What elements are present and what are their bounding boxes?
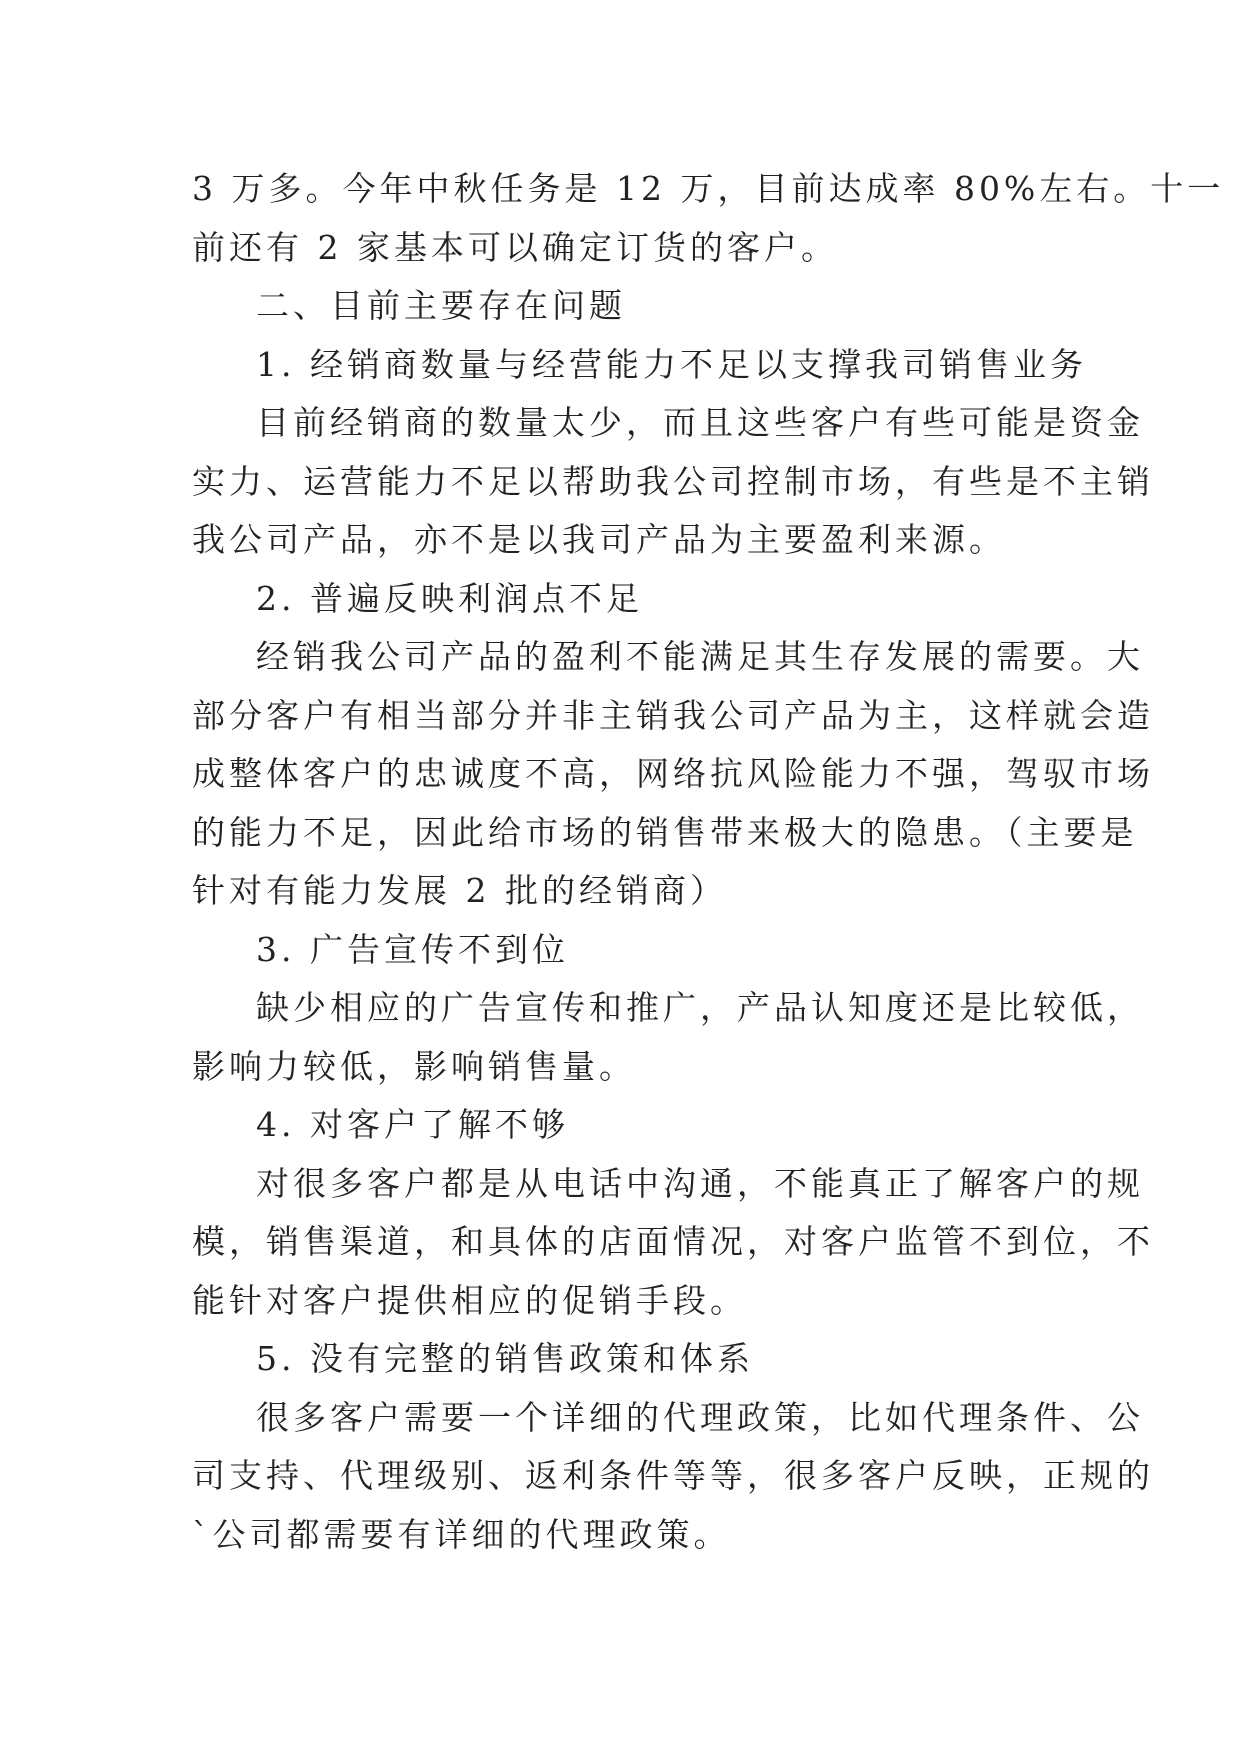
text-line: 针对有能力发展 2 批的经销商） xyxy=(192,871,727,910)
text-line: 很多客户需要一个详细的代理政策，比如代理条件、公 xyxy=(256,1397,1144,1437)
text-line: 的能力不足，因此给市场的销售带来极大的隐患。（主要是 xyxy=(192,812,1138,852)
text-line: 目前经销商的数量太少，而且这些客户有些可能是资金 xyxy=(256,403,1144,442)
subsection-heading: 3. 广告宣传不到位 xyxy=(256,929,569,969)
text-line: 前还有 2 家基本可以确定订货的客户。 xyxy=(192,227,838,267)
text-line: 影响力较低，影响销售量。 xyxy=(192,1046,636,1086)
text-line: 对很多客户都是从电话中沟通，不能真正了解客户的规 xyxy=(256,1163,1144,1203)
text-line: 部分客户有相当部分并非主销我公司产品为主，这样就会造 xyxy=(192,695,1154,735)
text-line: 缺少相应的广告宣传和推广，产品认知度还是比较低， xyxy=(256,988,1144,1027)
text-line: 经销我公司产品的盈利不能满足其生存发展的需要。大 xyxy=(256,637,1144,676)
document-body xyxy=(192,160,1225,1564)
text-line: `公司都需要有详细的代理政策。 xyxy=(192,1514,731,1554)
text-line: 司支持、代理级别、返利条件等等，很多客户反映，正规的 xyxy=(192,1456,1154,1495)
subsection-heading: 5. 没有完整的销售政策和体系 xyxy=(256,1339,754,1378)
text-line: 能针对客户提供相应的促销手段。 xyxy=(192,1280,747,1320)
text-line: 实力、运营能力不足以帮助我公司控制市场，有些是不主销 xyxy=(192,461,1154,501)
text-line: 3 万多。今年中秋任务是 12 万，目前达成率 80%左右。十一 xyxy=(192,169,1225,208)
text-line: 模，销售渠道，和具体的店面情况，对客户监管不到位，不 xyxy=(192,1222,1154,1261)
section-heading: 二、目前主要存在问题 xyxy=(256,286,626,325)
text-line: 我公司产品，亦不是以我司产品为主要盈利来源。 xyxy=(192,520,1006,559)
subsection-heading: 4. 对客户了解不够 xyxy=(256,1105,569,1144)
subsection-heading: 2. 普遍反映利润点不足 xyxy=(256,578,643,618)
text-line: 成整体客户的忠诚度不高，网络抗风险能力不强，驾驭市场 xyxy=(192,754,1154,793)
subsection-heading: 1. 经销商数量与经营能力不足以支撑我司销售业务 xyxy=(256,344,1087,384)
